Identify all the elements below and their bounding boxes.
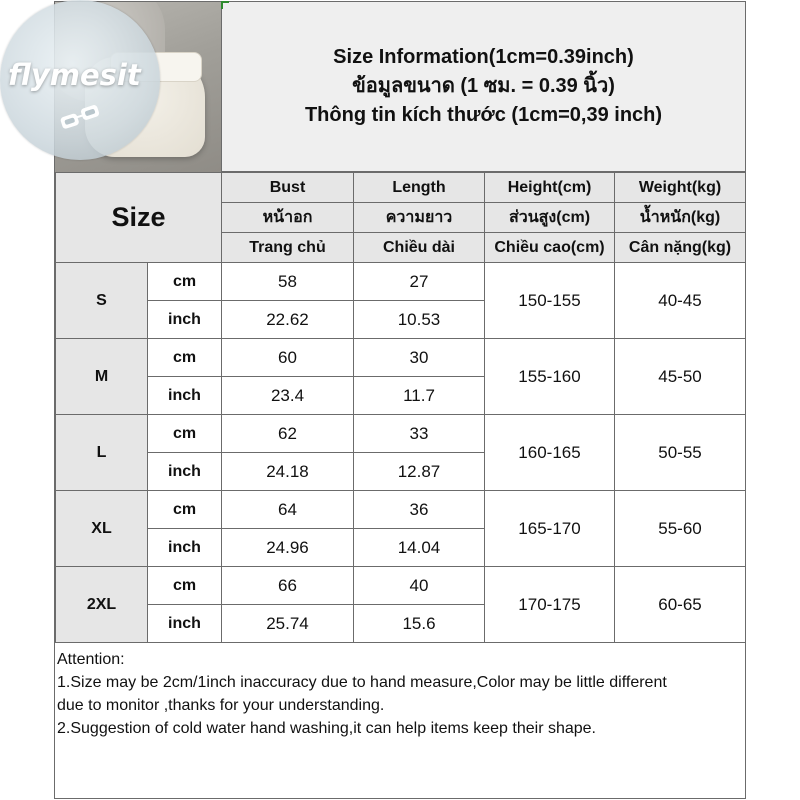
length-inch-cell: 14.04 [354, 529, 485, 567]
table-header-row [56, 173, 746, 203]
height-cell: 160-165 [485, 415, 615, 491]
weight-cell: 45-50 [615, 339, 746, 415]
bust-cm-cell: 60 [222, 339, 354, 377]
length-cm-cell: 30 [354, 339, 485, 377]
unit-cell-inch: inch [148, 301, 222, 339]
attention-notes [55, 645, 745, 740]
notes-title: Attention: [57, 651, 125, 668]
size-label-cell: L [56, 415, 148, 491]
column-header-weight-en: Weight(kg) [615, 173, 746, 203]
unit-cell-cm: cm [148, 491, 222, 529]
bust-cm-cell: 62 [222, 415, 354, 453]
bust-inch-cell: 22.62 [222, 301, 354, 339]
height-cell: 150-155 [485, 263, 615, 339]
unit-cell-inch: inch [148, 529, 222, 567]
size-table [55, 172, 746, 643]
weight-cell: 60-65 [615, 567, 746, 643]
column-header-weight-th: น้ำหนัก(kg) [615, 203, 746, 233]
weight-cell: 55-60 [615, 491, 746, 567]
column-header-bust-vi: Trang chủ [222, 233, 354, 263]
weight-cell: 40-45 [615, 263, 746, 339]
length-inch-cell: 11.7 [354, 377, 485, 415]
sunglasses-icon [58, 104, 104, 130]
length-cm-cell: 27 [354, 263, 485, 301]
column-header-bust-th: หน้าอก [222, 203, 354, 233]
bust-inch-cell: 24.96 [222, 529, 354, 567]
column-header-height-th: ส่วนสูง(cm) [485, 203, 615, 233]
height-cell: 155-160 [485, 339, 615, 415]
size-label-cell: XL [56, 491, 148, 567]
unit-cell-inch: inch [148, 605, 222, 643]
corner-marker-icon [221, 1, 229, 9]
header-title-vi: Thông tin kích thước (1cm=0,39 inch) [304, 104, 663, 126]
weight-cell: 50-55 [615, 415, 746, 491]
size-label-cell: 2XL [56, 567, 148, 643]
size-info-header [221, 2, 745, 172]
bust-inch-cell: 23.4 [222, 377, 354, 415]
bust-cm-cell: 66 [222, 567, 354, 605]
bust-inch-cell: 25.74 [222, 605, 354, 643]
header-title-th: ข้อมูลขนาด (1 ซม. = 0.39 นิ้ว) [352, 75, 615, 97]
length-inch-cell: 12.87 [354, 453, 485, 491]
unit-cell-cm: cm [148, 339, 222, 377]
notes-line: due to monitor ,thanks for your understanding. [57, 697, 385, 714]
notes-line: 2.Suggestion of cold water hand washing,it can help items keep their shape. [57, 720, 596, 737]
table-row [56, 339, 746, 377]
length-inch-cell: 15.6 [354, 605, 485, 643]
size-label-cell: M [56, 339, 148, 415]
size-label-cell: S [56, 263, 148, 339]
height-cell: 165-170 [485, 491, 615, 567]
table-row [56, 567, 746, 605]
column-header-length-vi: Chiều dài [354, 233, 485, 263]
length-inch-cell: 10.53 [354, 301, 485, 339]
unit-cell-cm: cm [148, 415, 222, 453]
unit-cell-cm: cm [148, 567, 222, 605]
brand-logo-text: flymesit [8, 58, 141, 92]
length-cm-cell: 40 [354, 567, 485, 605]
unit-cell-cm: cm [148, 263, 222, 301]
column-header-height-en: Height(cm) [485, 173, 615, 203]
size-column-header: Size [56, 173, 222, 263]
length-cm-cell: 36 [354, 491, 485, 529]
column-header-bust-en: Bust [222, 173, 354, 203]
length-cm-cell: 33 [354, 415, 485, 453]
column-header-length-th: ความยาว [354, 203, 485, 233]
height-cell: 170-175 [485, 567, 615, 643]
column-header-length-en: Length [354, 173, 485, 203]
table-row [56, 263, 746, 301]
column-header-weight-vi: Cân nặng(kg) [615, 233, 746, 263]
column-header-height-vi: Chiều cao(cm) [485, 233, 615, 263]
bust-cm-cell: 58 [222, 263, 354, 301]
bust-cm-cell: 64 [222, 491, 354, 529]
bust-inch-cell: 24.18 [222, 453, 354, 491]
unit-cell-inch: inch [148, 453, 222, 491]
notes-line: 1.Size may be 2cm/1inch inaccuracy due to hand measure,Color may be little different [57, 674, 667, 691]
brand-logo [0, 0, 160, 160]
size-chart-sheet [54, 1, 746, 799]
table-row [56, 491, 746, 529]
unit-cell-inch: inch [148, 377, 222, 415]
header-title-en: Size Information(1cm=0.39inch) [333, 46, 634, 68]
table-row [56, 415, 746, 453]
